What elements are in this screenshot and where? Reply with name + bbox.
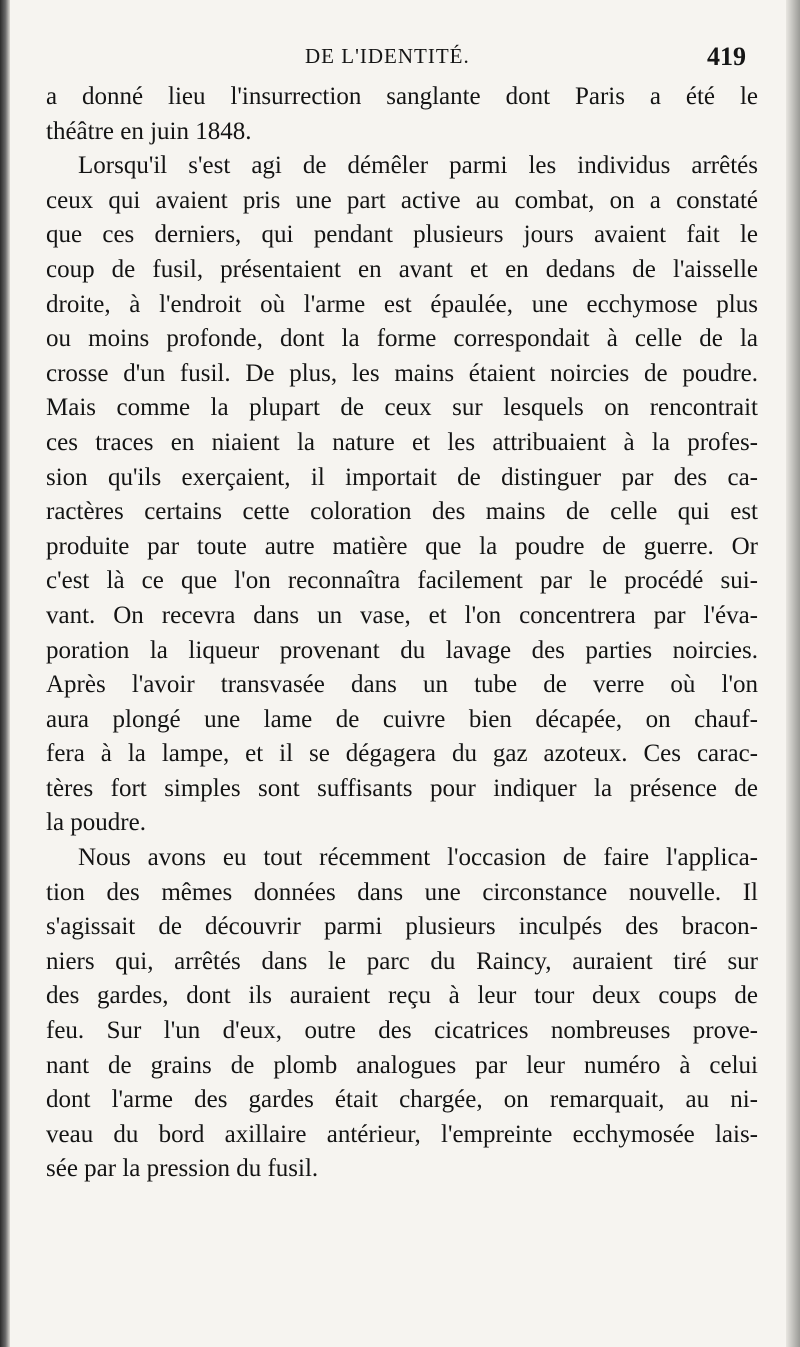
- text-line: produite par toute autre matière que la poudre de guerre. Or: [46, 532, 758, 560]
- text-line: aura plongé une lame de cuivre bien décapée, on chauf-: [46, 705, 758, 733]
- page-number: 419: [707, 42, 746, 71]
- text-line: la poudre.: [46, 809, 146, 837]
- text-line: dont l'arme des gardes était chargée, on remarquait, au ni-: [46, 1086, 758, 1114]
- paragraph-first-line: Lorsqu'il s'est agi de démêler parmi les individus arrêtés: [78, 152, 758, 180]
- text-line: sion qu'ils exerçaient, il importait de distinguer par des ca-: [46, 463, 758, 491]
- text-line: a donné lieu l'insurrection sanglante dont Paris a été le: [46, 83, 758, 110]
- text-line: ou moins profonde, dont la forme correspondait à celle de la: [46, 325, 758, 353]
- running-head: DE L'IDENTITÉ.: [305, 44, 470, 68]
- text-line: ces traces en niaient la nature et les attribuaient à la profes-: [46, 428, 758, 456]
- text-line: tion des mêmes données dans une circonstance nouvelle. Il: [46, 878, 758, 906]
- text-line: c'est là ce que l'on reconnaîtra facilement par le procédé sui-: [46, 567, 758, 595]
- text-line: s'agissait de découvrir parmi plusieurs inculpés des bracon-: [46, 913, 758, 941]
- text-line: crosse d'un fusil. De plus, les mains étaient noircies de poudre.: [46, 359, 758, 387]
- text-line: Après l'avoir transvasée dans un tube de verre où l'on: [46, 671, 758, 699]
- body-text: [46, 80, 758, 1187]
- text-line: feu. Sur l'un d'eux, outre des cicatrices nombreuses prove-: [46, 1017, 758, 1045]
- text-line: niers qui, arrêtés dans le parc du Raincy, auraient tiré sur: [46, 947, 758, 975]
- text-line: nant de grains de plomb analogues par leur numéro à celui: [46, 1051, 758, 1079]
- text-line: Mais comme la plupart de ceux sur lesquels on rencontrait: [46, 394, 758, 422]
- text-line: ractères certains cette coloration des mains de celle qui est: [46, 498, 758, 526]
- text-line: ceux qui avaient pris une part active au combat, on a constaté: [46, 186, 758, 214]
- text-line: tères fort simples sont suffisants pour indiquer la présence de: [46, 774, 758, 802]
- paragraph-first-line: Nous avons eu tout récemment l'occasion de faire l'applica-: [78, 844, 758, 872]
- text-line: droite, à l'endroit où l'arme est épaulée, une ecchymose plus: [46, 290, 758, 318]
- text-line: que ces derniers, qui pendant plusieurs jours avaient fait le: [46, 221, 758, 249]
- text-line: vant. On recevra dans un vase, et l'on concentrera par l'éva-: [46, 601, 758, 629]
- text-line: poration la liqueur provenant du lavage des parties noircies.: [46, 636, 758, 664]
- page-header: [0, 40, 800, 76]
- text-line: veau du bord axillaire antérieur, l'empreinte ecchymosée lais-: [46, 1120, 758, 1148]
- text-line: sée par la pression du fusil.: [46, 1155, 319, 1183]
- text-line: coup de fusil, présentaient en avant et en dedans de l'aisselle: [46, 255, 758, 283]
- text-line: fera à la lampe, et il se dégagera du gaz azoteux. Ces carac-: [46, 740, 758, 768]
- text-line: des gardes, dont ils auraient reçu à leur tour deux coups de: [46, 982, 758, 1010]
- text-line: théâtre en juin 1848.: [46, 117, 252, 145]
